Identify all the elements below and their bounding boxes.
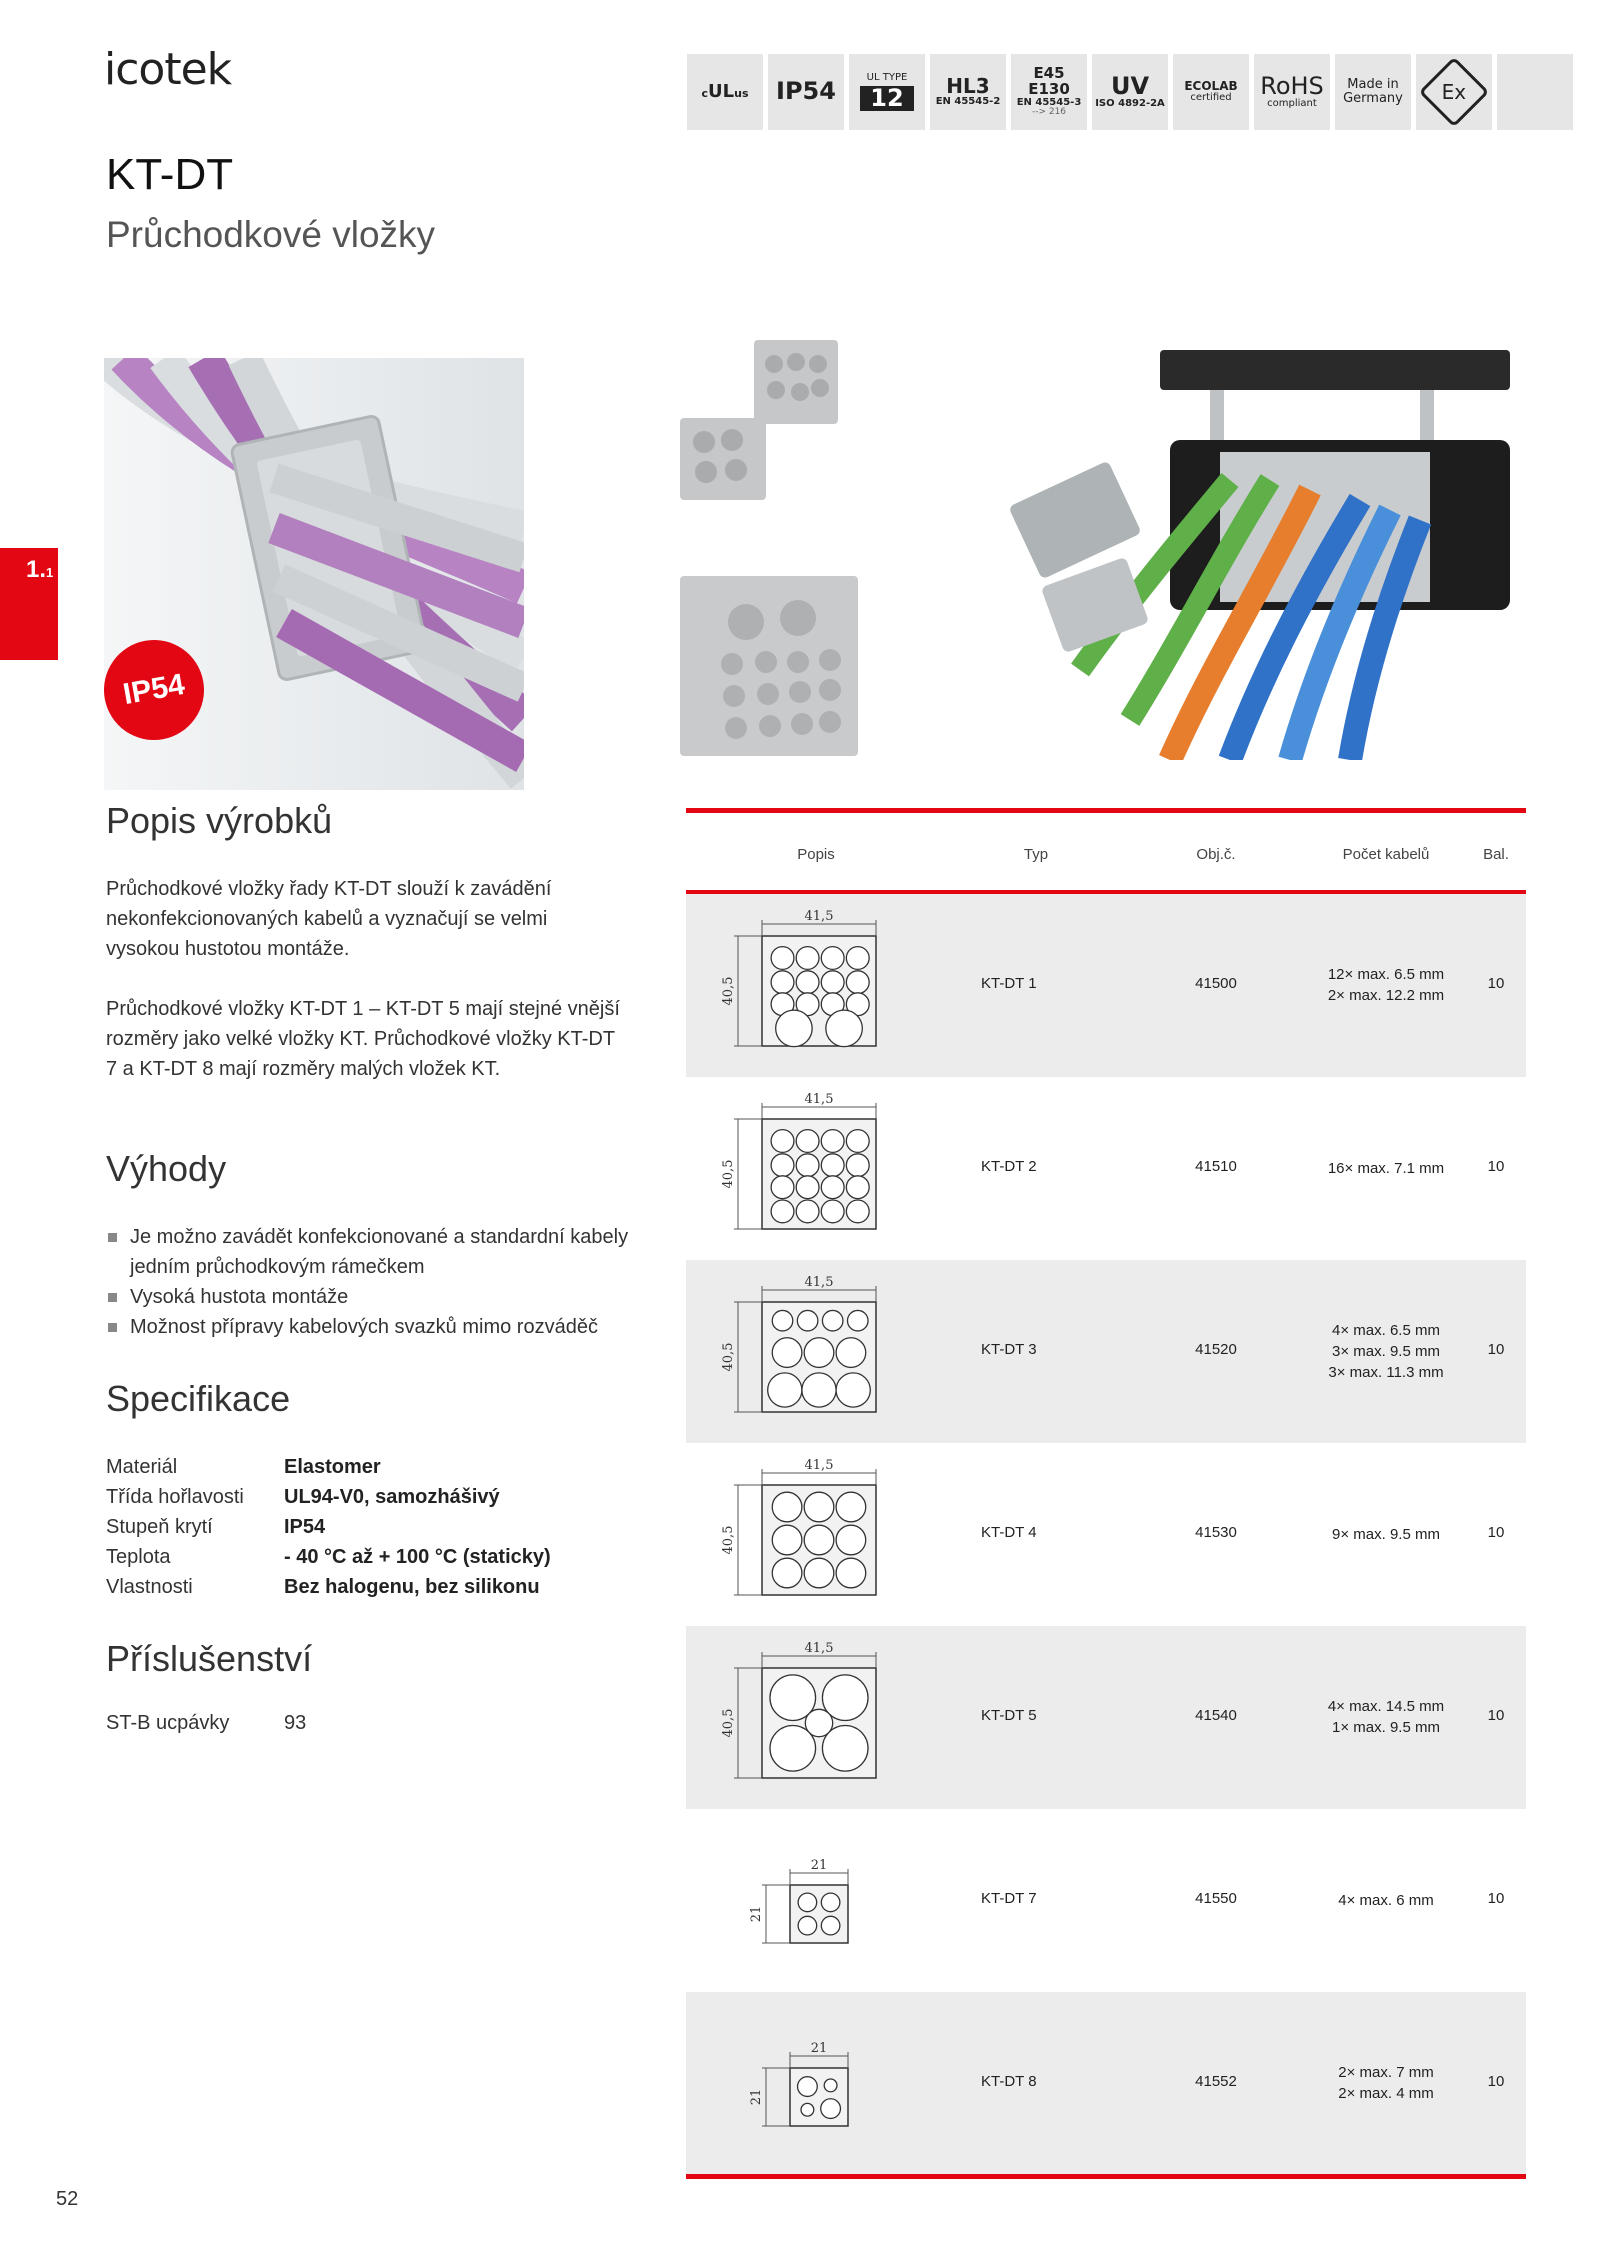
advantages-list xyxy=(106,1222,666,1342)
dimension-height: 21 xyxy=(749,1905,764,1923)
cable-spec: 4× max. 6 mm xyxy=(1338,1891,1434,1909)
cell-obj: 41520 xyxy=(1195,1341,1237,1358)
accessory-name: ST-B ucpávky xyxy=(106,1712,230,1734)
section-tab: 1.1 xyxy=(0,548,58,660)
table-row xyxy=(686,1077,1526,1260)
table-row xyxy=(686,1443,1526,1626)
dimension-height: 40,5 xyxy=(721,1342,736,1372)
cert-ex: Ex xyxy=(1416,54,1492,130)
page-number: 52 xyxy=(56,2188,79,2210)
cell-bal: 10 xyxy=(1487,1341,1505,1358)
cable-spec: 2× max. 12.2 mm xyxy=(1327,987,1445,1004)
insert-drawing xyxy=(686,1077,886,1260)
cert-blank xyxy=(1497,54,1573,130)
cell-bal: 10 xyxy=(1487,1890,1505,1907)
dimension-height: 40,5 xyxy=(721,1708,736,1738)
cable-hole xyxy=(772,1310,793,1331)
cell-bal: 10 xyxy=(1487,1524,1505,1541)
insert-drawing xyxy=(686,1809,886,1992)
logo-text: icotek xyxy=(104,44,232,95)
cable-hole xyxy=(836,1558,866,1588)
cable-hole xyxy=(836,1373,870,1407)
cell-typ: KT-DT 3 xyxy=(981,1341,1037,1358)
cell-pocet xyxy=(1306,1320,1466,1383)
cell-typ: KT-DT 5 xyxy=(981,1707,1037,1724)
accessories-heading: Příslušenství xyxy=(106,1638,313,1679)
cable-hole xyxy=(821,2099,841,2119)
cable-hole xyxy=(804,1492,834,1522)
cell-bal: 10 xyxy=(1487,1158,1505,1175)
accessories-row xyxy=(106,1712,306,1735)
dimension-height: 21 xyxy=(749,2088,764,2106)
cell-bal: 10 xyxy=(1487,2073,1505,2090)
cell-pocet xyxy=(1306,964,1466,1006)
cable-hole xyxy=(771,947,794,970)
cable-spec: 9× max. 9.5 mm xyxy=(1332,1525,1440,1543)
cable-hole xyxy=(826,1010,862,1046)
table-top-rule xyxy=(686,808,1526,813)
cable-hole xyxy=(772,1558,802,1588)
cable-hole xyxy=(821,1176,844,1199)
cable-hole xyxy=(846,971,869,994)
table-header xyxy=(686,838,1526,878)
cable-hole xyxy=(804,1338,834,1368)
spec-row: Materiál Elastomer xyxy=(106,1456,381,1478)
col-typ: Typ xyxy=(1023,846,1049,863)
cable-hole xyxy=(836,1338,866,1368)
spec-table xyxy=(106,1452,551,1602)
cert-e45: E45 E130 EN 45545-3 --> 216 xyxy=(1011,54,1087,130)
cable-hole xyxy=(772,1338,802,1368)
cable-spec: 16× max. 7.1 mm xyxy=(1327,1159,1445,1177)
cert-ip54: IP54 xyxy=(768,54,844,130)
spec-row: Třída hořlavosti UL94-V0, samozhášivý xyxy=(106,1486,500,1508)
list-item: Vysoká hustota montáže xyxy=(106,1282,666,1312)
cable-hole xyxy=(822,1726,868,1772)
cell-typ: KT-DT 7 xyxy=(981,1890,1037,1907)
dimension-width: 41,5 xyxy=(804,1092,834,1107)
cable-hole xyxy=(836,1492,866,1522)
cert-hl3: HL3 EN 45545-2 xyxy=(930,54,1006,130)
cable-spec: 2× max. 7 mm xyxy=(1338,2064,1434,2081)
cert-ul-listed: cULus xyxy=(687,54,763,130)
spec-row: Stupeň krytí IP54 xyxy=(106,1516,326,1538)
ip54-badge: IP54 xyxy=(96,632,212,748)
cable-hole xyxy=(821,1916,840,1935)
cable-hole xyxy=(772,1492,802,1522)
insert-drawing xyxy=(686,1626,886,1809)
advantages-heading: Výhody xyxy=(106,1148,227,1189)
cert-uv: UV ISO 4892-2A xyxy=(1092,54,1168,130)
insert-outline xyxy=(790,1885,848,1943)
cable-hole xyxy=(821,1893,840,1912)
table-bottom-rule xyxy=(686,2174,1526,2179)
cable-hole xyxy=(796,947,819,970)
table-row xyxy=(686,894,1526,1077)
table-row xyxy=(686,1260,1526,1443)
icotek-logo xyxy=(104,44,231,95)
cable-hole xyxy=(796,971,819,994)
dimension-width: 21 xyxy=(810,1858,828,1873)
product-photo-assembly xyxy=(980,340,1540,760)
cell-bal: 10 xyxy=(1487,1707,1505,1724)
dimension-width: 21 xyxy=(810,2041,828,2056)
col-popis: Popis xyxy=(797,846,835,863)
cable-hole xyxy=(821,1130,844,1153)
cable-hole xyxy=(822,1310,843,1331)
cert-ecolab: ECOLAB certified xyxy=(1173,54,1249,130)
cable-hole xyxy=(770,1726,816,1772)
cable-spec: 3× max. 9.5 mm xyxy=(1332,1342,1440,1360)
cell-pocet xyxy=(1306,1696,1466,1738)
cell-typ: KT-DT 1 xyxy=(981,975,1037,992)
cable-spec: 3× max. 11.3 mm xyxy=(1328,1363,1444,1381)
cell-typ: KT-DT 2 xyxy=(981,1158,1037,1175)
insert-drawing xyxy=(686,894,886,1077)
cable-hole xyxy=(798,2077,818,2097)
insert-outline xyxy=(790,2068,848,2126)
product-photo-inserts xyxy=(680,340,880,760)
spec-row: Vlastnosti Bez halogenu, bez silikonu xyxy=(106,1576,540,1598)
list-item: Je možno zavádět konfekcionované a standardní kabely jedním průchodkovým rámečkem xyxy=(106,1222,666,1282)
certification-strip xyxy=(687,54,1573,130)
cell-pocet xyxy=(1306,2062,1466,2104)
cable-hole xyxy=(821,1200,844,1223)
list-item: Možnost přípravy kabelových svazků mimo rozváděč xyxy=(106,1312,666,1342)
cell-obj: 41552 xyxy=(1195,2073,1237,2090)
cable-hole xyxy=(796,1176,819,1199)
dimension-height: 40,5 xyxy=(721,1159,736,1189)
spec-heading: Specifikace xyxy=(106,1378,291,1419)
cable-hole xyxy=(797,1310,818,1331)
accessory-page-ref[interactable]: 93 xyxy=(284,1712,307,1734)
description-paragraph-1: Průchodkové vložky řady KT-DT slouží k zavádění nekonfekcionovaných kabelů a vyznačují se velmi vysokou hustotou montáže. xyxy=(106,878,552,960)
dimension-height: 40,5 xyxy=(721,976,736,1006)
cable-hole xyxy=(771,1200,794,1223)
cable-hole xyxy=(846,1200,869,1223)
cell-obj: 41500 xyxy=(1195,975,1237,992)
cert-made-in-germany: Made in Germany xyxy=(1335,54,1411,130)
cable-spec: 2× max. 4 mm xyxy=(1338,2085,1434,2102)
cable-hole xyxy=(846,947,869,970)
cable-hole xyxy=(821,971,844,994)
page-subtitle: Průchodkové vložky xyxy=(106,214,436,255)
cable-hole xyxy=(821,1154,844,1177)
cable-hole xyxy=(771,1130,794,1153)
cell-typ: KT-DT 8 xyxy=(981,2073,1037,2090)
table-row xyxy=(686,1809,1526,1992)
cable-hole xyxy=(771,1176,794,1199)
cable-hole xyxy=(821,947,844,970)
cable-hole xyxy=(796,1154,819,1177)
cert-ul-type-12: UL TYPE 12 xyxy=(849,54,925,130)
cable-hole xyxy=(771,971,794,994)
cable-hole xyxy=(804,1525,834,1555)
cert-rohs: RoHS compliant xyxy=(1254,54,1330,130)
description-heading: Popis výrobků xyxy=(106,800,333,841)
cable-spec: 12× max. 6.5 mm xyxy=(1327,966,1445,983)
dimension-width: 41,5 xyxy=(804,1275,834,1290)
cable-hole xyxy=(846,1154,869,1177)
insert-drawing xyxy=(686,1260,886,1443)
cable-hole xyxy=(836,1525,866,1555)
cell-pocet xyxy=(1306,1524,1466,1545)
cable-hole xyxy=(771,1154,794,1177)
cell-pocet xyxy=(1306,1890,1466,1911)
insert-drawing xyxy=(686,1443,886,1626)
cable-hole xyxy=(776,1010,812,1046)
cable-hole xyxy=(768,1373,802,1407)
cell-pocet xyxy=(1306,1158,1466,1179)
table-row xyxy=(686,1626,1526,1809)
col-pocet: Počet kabelů xyxy=(1342,846,1430,863)
col-obj: Obj.č. xyxy=(1196,846,1236,863)
cell-bal: 10 xyxy=(1487,975,1505,992)
cable-spec: 1× max. 9.5 mm xyxy=(1332,1719,1440,1736)
spec-row: Teplota - 40 °C až + 100 °C (staticky) xyxy=(106,1546,551,1568)
dimension-width: 41,5 xyxy=(804,1641,834,1656)
cable-hole xyxy=(846,1130,869,1153)
cable-hole xyxy=(796,1200,819,1223)
cell-obj: 41530 xyxy=(1195,1524,1237,1541)
dimension-height: 40,5 xyxy=(721,1525,736,1555)
cable-hole xyxy=(846,1176,869,1199)
cell-obj: 41540 xyxy=(1195,1707,1237,1724)
insert-drawing xyxy=(686,1992,886,2175)
cable-hole xyxy=(798,1916,817,1935)
cable-hole xyxy=(798,1893,817,1912)
cable-hole xyxy=(802,1373,836,1407)
cable-hole xyxy=(848,1310,869,1331)
col-bal: Bal. xyxy=(1483,846,1509,863)
cable-spec: 4× max. 6.5 mm xyxy=(1332,1321,1440,1339)
cable-spec: 4× max. 14.5 mm xyxy=(1327,1698,1445,1715)
cable-hole xyxy=(801,2103,814,2116)
cable-hole xyxy=(824,2079,837,2092)
cable-hole xyxy=(804,1558,834,1588)
cable-hole xyxy=(772,1525,802,1555)
cell-obj: 41510 xyxy=(1195,1158,1237,1175)
cell-obj: 41550 xyxy=(1195,1890,1237,1907)
dimension-width: 41,5 xyxy=(804,1458,834,1473)
cell-typ: KT-DT 4 xyxy=(981,1524,1037,1541)
description-paragraph-2: Průchodkové vložky KT-DT 1 – KT-DT 5 mají stejné vnější rozměry jako velké vložky KT. Průchodkové vložky KT-DT 7 a KT-DT 8 mají rozměry malých vložek KT. xyxy=(106,998,620,1080)
cable-hole xyxy=(796,1130,819,1153)
dimension-width: 41,5 xyxy=(804,909,834,924)
page-title: KT-DT xyxy=(106,150,234,199)
table-row xyxy=(686,1992,1526,2175)
